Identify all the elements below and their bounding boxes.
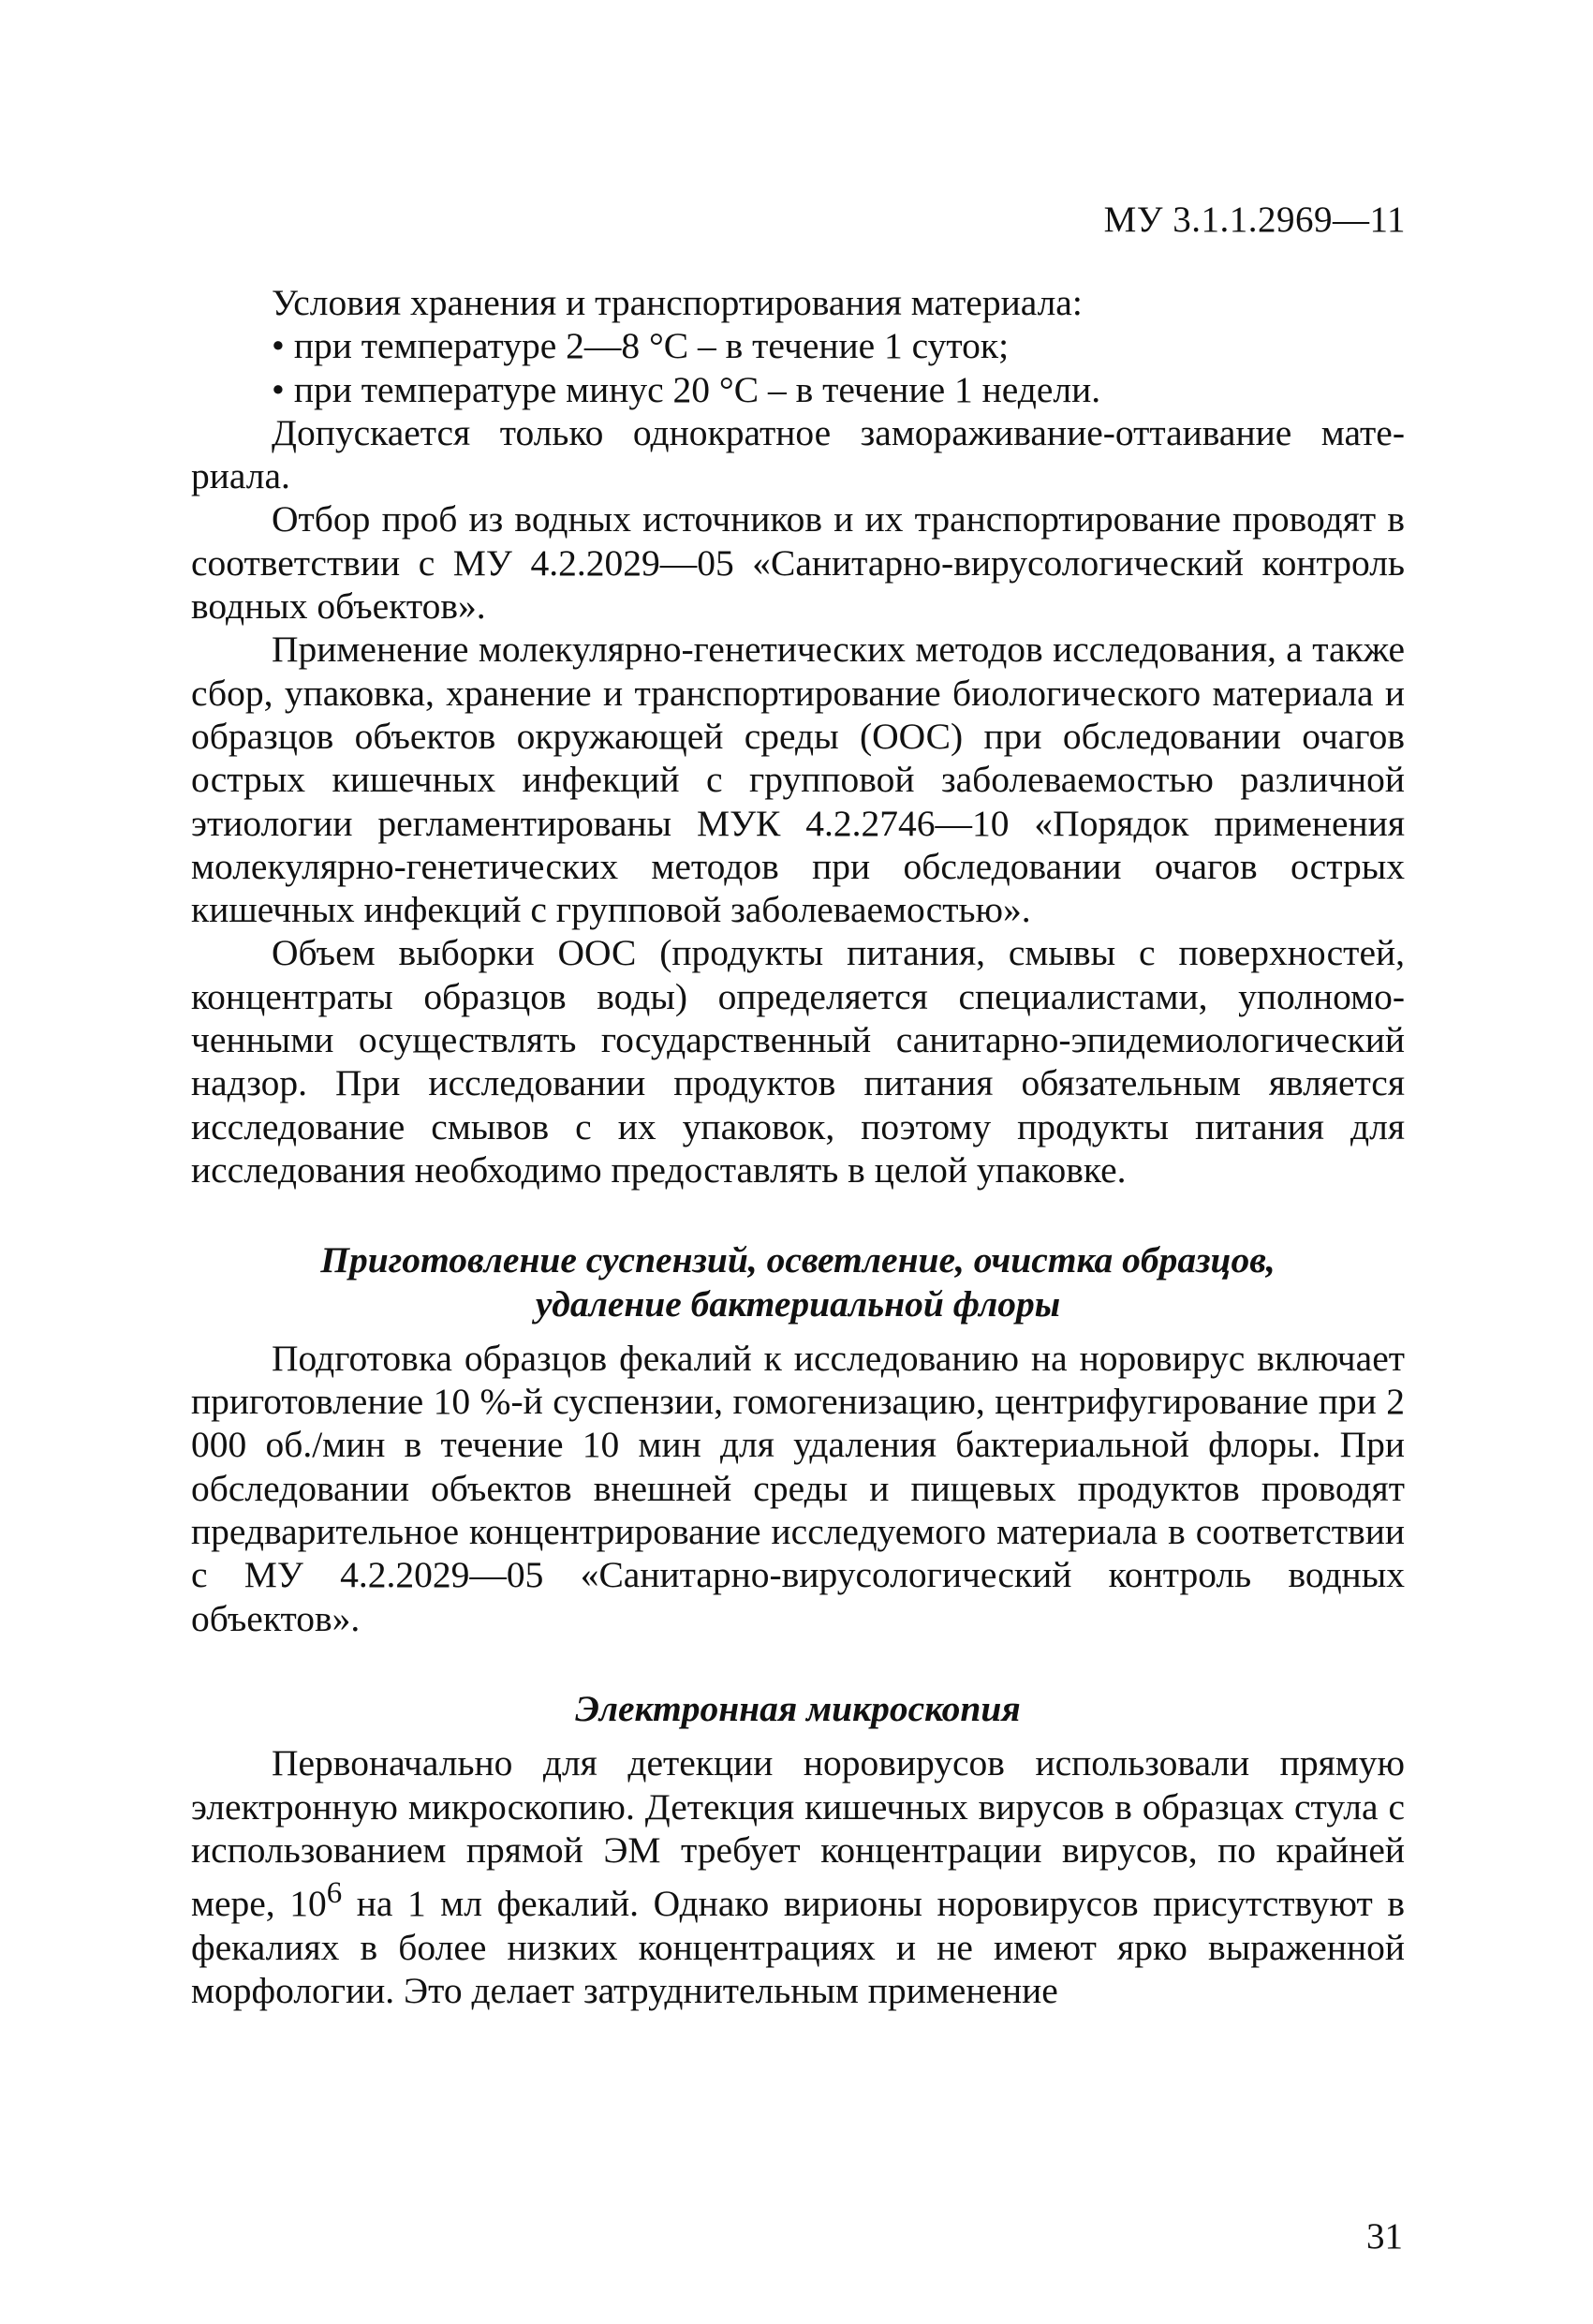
spacer (191, 1730, 1405, 1741)
paragraph-electron-microscopy (191, 1741, 1405, 2012)
section-heading-preparation (191, 1238, 1405, 1325)
paragraph-molecular-methods: Применение молекулярно-генетических методов исследования, а также сбор, упаковка, хранение и транспортирование биологического материала и образцов объектов окружающей среды (ООС) при обследовании очагов острых кишечных инфекций с групповой заболеваемостью различной этиологии регламентированы МУК 4.2.2746—10 «Порядок применения молекулярно-генетических методов при обследовании очагов острых кишечных инфекций с групповой заболеваемостью». (191, 629, 1405, 931)
bullet-item (191, 324, 1405, 367)
section-heading-electron-microscopy: Электронная микроскопия (575, 1687, 1021, 1729)
page-body (191, 281, 1405, 2012)
bullet-text: при температуре 2—8 °С – в течение 1 суток; (293, 325, 1010, 367)
paragraph-sample-volume: Объем выборки ООС (продукты питания, смывы с поверхностей, концентраты образцов воды) определяется специалистами, уполномоченными осуществлять государственный санитарно-эпидемиологический надзор. При исследовании продуктов питания обязательным является исследование смывов с их упаковок, поэтому продукты питания для исследования необходимо предоставлять в целой упаковке. (191, 932, 1405, 1191)
document-code: МУ 3.1.1.2969—11 (1103, 200, 1406, 240)
bullet-item (191, 368, 1405, 411)
heading-line: Приготовление суспензий, осветление, очистка образцов, (320, 1239, 1276, 1281)
heading-line: удаление бактериальной флоры (535, 1282, 1061, 1325)
page-number: 31 (1366, 2216, 1403, 2257)
text-run: Первоначально для детекции норовирусов использовали прямую электронную микроскопию. Детекция кишечных вирусов в образцах стула с использованием прямой ЭМ требует концентрации вирусов, по крайней мере, 10 (191, 1742, 1405, 1925)
spacer (191, 1192, 1405, 1238)
bullet-icon: • (272, 325, 285, 367)
spacer (191, 1325, 1405, 1337)
paragraph-freeze-thaw: Допускается только однократное замораживание-оттаивание материала. (191, 411, 1405, 497)
text-run: на 1 мл фекалий. Однако вирионы норовирусов присутствуют в фекалиях в более низких концентрациях и не имеют ярко выраженной морфологии. Это делает затруднительным применение (191, 1883, 1405, 2011)
paragraph-water-sampling: Отбор проб из водных источников и их транспортирование проводят в соответствии с МУ 4.2.2029—05 «Санитарно-вирусологический контроль водных объектов». (191, 498, 1405, 628)
bullet-icon: • (272, 368, 285, 410)
superscript-exponent: 6 (326, 1876, 343, 1911)
paragraph-storage-conditions: Условия хранения и транспортирования материала: (272, 282, 1083, 323)
bullet-text: при температуре минус 20 °С – в течение 1 недели. (293, 368, 1101, 410)
spacer (191, 1640, 1405, 1687)
paragraph-sample-preparation: Подготовка образцов фекалий к исследованию на норовирус включает приготовление 10 %-й суспензии, гомогенизацию, центрифугирование при 2 000 об./мин в течение 10 мин для удаления бактериальной флоры. При обследовании объектов внешней среды и пищевых продуктов проводят предварительное концентрирование исследуемого материала в соответствии с МУ 4.2.2029—05 «Санитарно-вирусологический контроль водных объектов». (191, 1337, 1405, 1639)
